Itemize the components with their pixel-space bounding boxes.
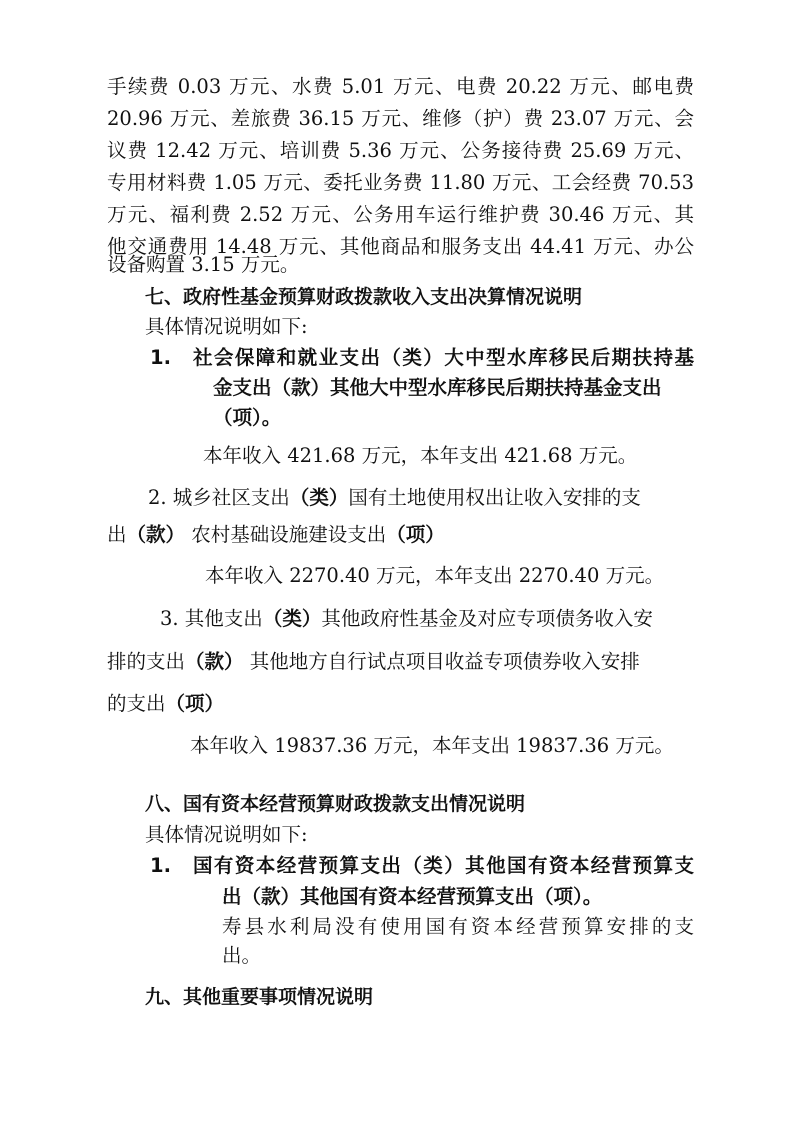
paragraph-line: 设备购置 3.15 万元。 bbox=[107, 253, 300, 276]
section-7-item-1-line: 金支出（款）其他大中型水库移民后期扶持基金支出 bbox=[213, 376, 662, 399]
section-7-item-1-amount: 本年收入 421.68 万元，本年支出 421.68 万元。 bbox=[203, 444, 638, 467]
paragraph-line: 手续费 0.03 万元、水费 5.01 万元、电费 20.22 万元、邮电费 bbox=[107, 75, 694, 98]
item-3-text: 其他政府性基金及对应专项债务收入安 bbox=[321, 607, 653, 630]
item-3-category-tag: （类） bbox=[262, 607, 322, 630]
section-8-item-1-desc: 寿县水利局没有使用国有资本经营预算安排的支 bbox=[222, 915, 694, 938]
section-7-item-1-line: 社会保障和就业支出（类）大中型水库移民后期扶持基 bbox=[193, 346, 694, 369]
paragraph-line: 专用材料费 1.05 万元、委托业务费 11.80 万元、工会经费 70.53 bbox=[107, 171, 694, 194]
paragraph-line: 他交通费用 14.48 万元、其他商品和服务支出 44.41 万元、办公 bbox=[107, 235, 694, 258]
section-8-item-1-line: 国有资本经营预算支出（类）其他国有资本经营预算支 bbox=[193, 854, 694, 877]
item-3-kuan-tag: （款） bbox=[185, 650, 244, 673]
section-7-intro: 具体情况说明如下: bbox=[145, 315, 308, 338]
section-7-item-3-line-3 bbox=[107, 690, 224, 718]
item-2-text: 农村基础设施建设支出 bbox=[185, 523, 387, 546]
item-2-xiang-tag: （项） bbox=[386, 523, 445, 546]
item-3-text: 的支出 bbox=[107, 692, 166, 715]
section-7-item-1-line: （项）。 bbox=[213, 406, 282, 429]
section-8-heading: 八、国有资本经营预算财政拨款支出情况说明 bbox=[145, 793, 526, 815]
section-7-item-3-amount: 本年收入 19837.36 万元，本年支出 19837.36 万元。 bbox=[190, 734, 674, 757]
item-3-title: 3. 其他支出 bbox=[160, 607, 263, 630]
section-7-item-3-line-1 bbox=[160, 605, 653, 633]
section-8-item-1-number: 1. bbox=[150, 854, 171, 877]
section-7-item-2-line-1 bbox=[148, 484, 641, 512]
section-7-item-2-line-2 bbox=[107, 521, 445, 549]
paragraph-line: 20.96 万元、差旅费 36.15 万元、维修（护）费 23.07 万元、会 bbox=[107, 107, 694, 130]
item-3-text: 排的支出 bbox=[107, 650, 186, 673]
section-7-item-1-number: 1. bbox=[150, 346, 171, 369]
section-8-item-1-desc: 出。 bbox=[222, 944, 262, 967]
item-2-category-tag: （类） bbox=[289, 486, 349, 509]
section-8-intro: 具体情况说明如下: bbox=[145, 823, 308, 846]
section-7-item-3-line-2 bbox=[107, 648, 640, 676]
item-2-kuan-tag: （款） bbox=[126, 523, 186, 546]
item-2-title: 2. 城乡社区支出 bbox=[148, 486, 290, 509]
item-3-xiang-tag: （项） bbox=[165, 692, 225, 715]
section-7-heading: 七、政府性基金预算财政拨款收入支出决算情况说明 bbox=[145, 286, 583, 308]
item-2-text: 国有土地使用权出让收入安排的支 bbox=[348, 486, 641, 509]
paragraph-line: 议费 12.42 万元、培训费 5.36 万元、公务接待费 25.69 万元、 bbox=[107, 139, 694, 162]
paragraph-line: 万元、福利费 2.52 万元、公务用车运行维护费 30.46 万元、其 bbox=[107, 203, 694, 226]
section-9-heading: 九、其他重要事项情况说明 bbox=[145, 986, 374, 1008]
section-8-item-1-line: 出（款）其他国有资本经营预算支出（项）。 bbox=[222, 885, 603, 908]
item-2-text: 出 bbox=[107, 523, 127, 546]
item-3-text: 其他地方自行试点项目收益专项债券收入安排 bbox=[243, 650, 640, 673]
section-7-item-2-amount: 本年收入 2270.40 万元，本年支出 2270.40 万元。 bbox=[205, 564, 665, 587]
